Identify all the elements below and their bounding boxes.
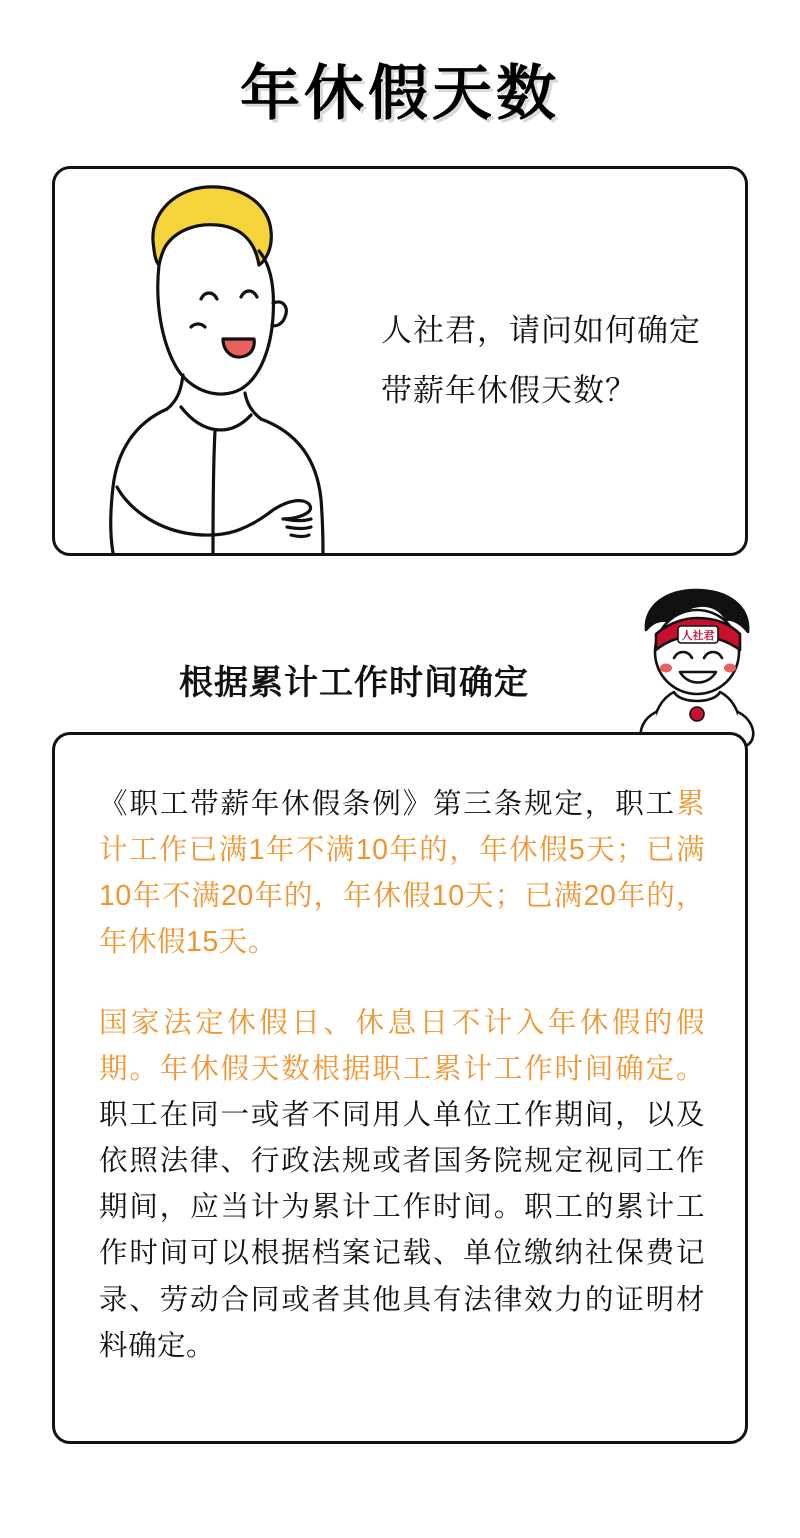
paragraph-1 bbox=[99, 781, 705, 966]
body-card bbox=[52, 732, 748, 1444]
paragraph-1-run-2: 累计工作已满1年不满10年的，年休假5天；已满10年不满20年的，年休假10天；已满20年的，年休假15天。 bbox=[99, 788, 705, 959]
question-text: 人社君，请问如何确定带薪年休假天数？ bbox=[381, 312, 701, 408]
paragraph-2-run-2: 职工在同一或者不同用人单位工作期间，以及依照法律、行政法规或者国务院规定视同工作期间，应当计为累计工作时间。职工的累计工作时间可以根据档案记载、单位缴纳社保费记录、劳动合同或者其他具有法律效力的证明材料确定。 bbox=[99, 1098, 705, 1362]
paragraph-2 bbox=[99, 1000, 705, 1369]
person-illustration bbox=[55, 169, 375, 553]
page-title: 年休假天数 bbox=[240, 60, 560, 127]
question-card bbox=[52, 166, 748, 556]
paragraph-1-run-1: 《职工带薪年休假条例》第三条规定，职工 bbox=[99, 788, 676, 820]
paragraph-2-run-1: 国家法定休假日、休息日不计入年休假的假期。年休假天数根据职工累计工作时间确定。 bbox=[99, 1006, 705, 1085]
section-heading-text: 根据累计工作时间确定 bbox=[179, 664, 529, 702]
mascot-headband-text: 人社君 bbox=[681, 630, 715, 642]
